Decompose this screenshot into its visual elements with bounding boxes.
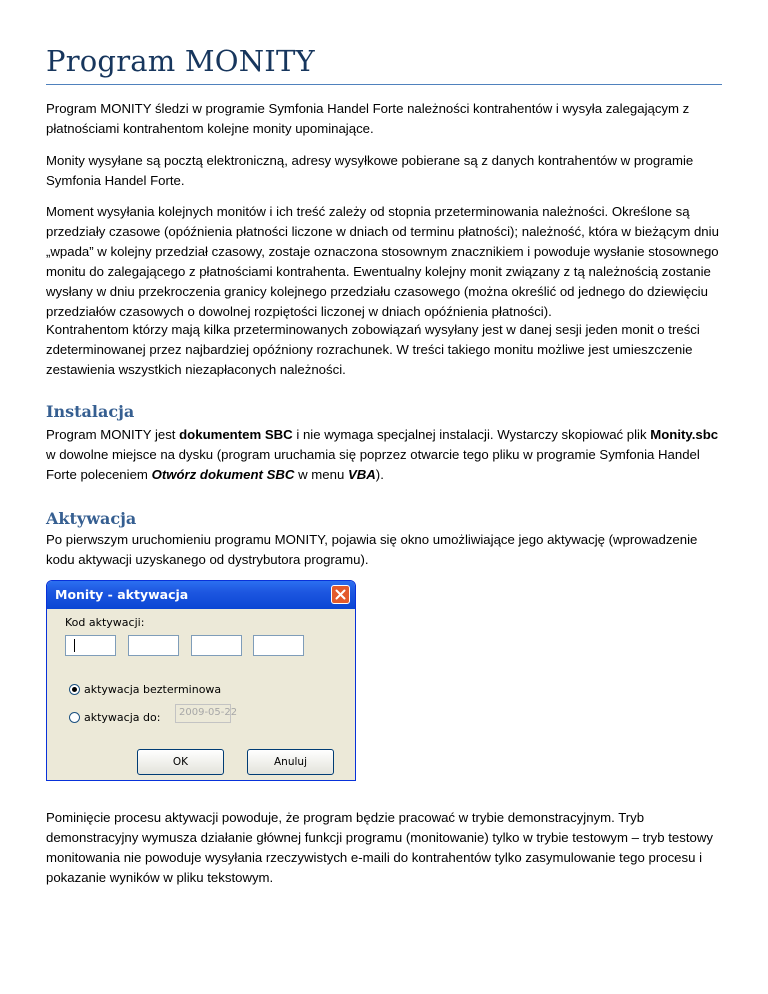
code-field-2[interactable] [128,635,179,656]
intro-paragraph-4: Kontrahentom którzy mają kilka przeterminowanych zobowiązań wysyłany jest w danej sesji jeden monit o treści zdeterminowanej przez najbardziej opóźniony rozrachunek. W treści takiego monitu możliwe jest umieszczenie zestawienia wszystkich niezapłaconych należności. [46,322,700,377]
dialog-title: Monity - aktywacja [55,587,189,602]
radio-unlimited[interactable] [69,684,80,695]
text-caret [74,639,75,652]
title-underline [46,84,722,85]
dialog-body [47,609,355,781]
code-field-4[interactable] [253,635,304,656]
heading-aktywacja: Aktywacja [46,509,137,528]
intro-paragraph-1: Program MONITY śledzi w programie Symfonia Handel Forte należności kontrahentów i wysyła zalegającym z płatnościami kontrahentom kolejne monity upominające. [46,101,690,136]
intro-paragraph-3: Moment wysyłania kolejnych monitów i ich treść zależy od stopnia przeterminowania należności. Określone są przedziały czasowe (opóźnienia płatności liczone w dniach od terminu płatności); należność, która w bieżącym dniu „wpada” w kolejny przedział czasowy, zostaje oznaczona stosownym znacznikiem i powoduje wysłanie stosownego monitu do zalegającego z płatnościami kontrahenta. Ewentualny kolejny monit związany z tą należnością zostanie wysłany w dniu przekroczenia granicy kolejnego przedziału czasowego (można określić od jednego do dziewięciu przedziałów czasowych o dowolnej rozpiętości liczonej w dniach opóźnienia płatności). [46,204,719,319]
activation-dialog [46,580,356,781]
dialog-titlebar[interactable] [47,581,355,609]
closing-paragraph: Pominięcie procesu aktywacji powoduje, że program będzie pracować w trybie demonstracyjnym. Tryb demonstracyjny wymusza działanie głównej funkcji programu (monitowanie) tylko w trybie testowym – tryb testowy monitowania nie powoduje wysyłania rzeczywistych e-maili do kontrahentów tylko zasymulowanie tego procesu i pokazanie wyników w pliku tekstowym. [46,810,713,885]
heading-instalacja: Instalacja [46,402,135,421]
menu-term: VBA [347,467,376,482]
aktywacja-paragraph: Po pierwszym uruchomieniu programu MONITY, pojawia się okno umożliwiające jego aktywację (wprowadzenie kodu aktywacji uzyskanego od dystrybutora programu). [46,532,698,567]
intro-paragraph-2: Monity wysyłane są pocztą elektroniczną, adresy wysyłkowe pobierane są z danych kontrahentów w programie Symfonia Handel Forte. [46,153,694,188]
sbc-document-term: dokumentem SBC [179,427,293,442]
ok-button[interactable]: OK [137,749,224,775]
command-term: Otwórz dokument SBC [151,467,295,482]
dialog-close-button[interactable] [331,585,350,604]
instalacja-paragraph: Program MONITY jest dokumentem SBC i nie wymaga specjalnej instalacji. Wystarczy skopiować plik Monity.sbc w dowolne miejsce na dysku (program uruchamia się poprzez otwarcie tego pliku w programie Symfonia Handel Forte poleceniem Otwórz dokument SBC w menu VBA). [46,427,719,482]
cancel-button[interactable]: Anuluj [247,749,334,775]
radio-unlimited-label[interactable]: aktywacja bezterminowa [84,683,222,696]
radio-until[interactable] [69,712,80,723]
radio-selected-dot [72,687,77,692]
filename-term: Monity.sbc [650,427,719,442]
close-icon [335,589,346,600]
page-title: Program MONITY [46,44,315,78]
code-field-1[interactable] [65,635,116,656]
radio-until-label[interactable]: aktywacja do: [84,711,161,724]
code-label: Kod aktywacji: [65,616,145,629]
code-field-3[interactable] [191,635,242,656]
date-field[interactable]: 2009-05-22 [175,704,231,723]
